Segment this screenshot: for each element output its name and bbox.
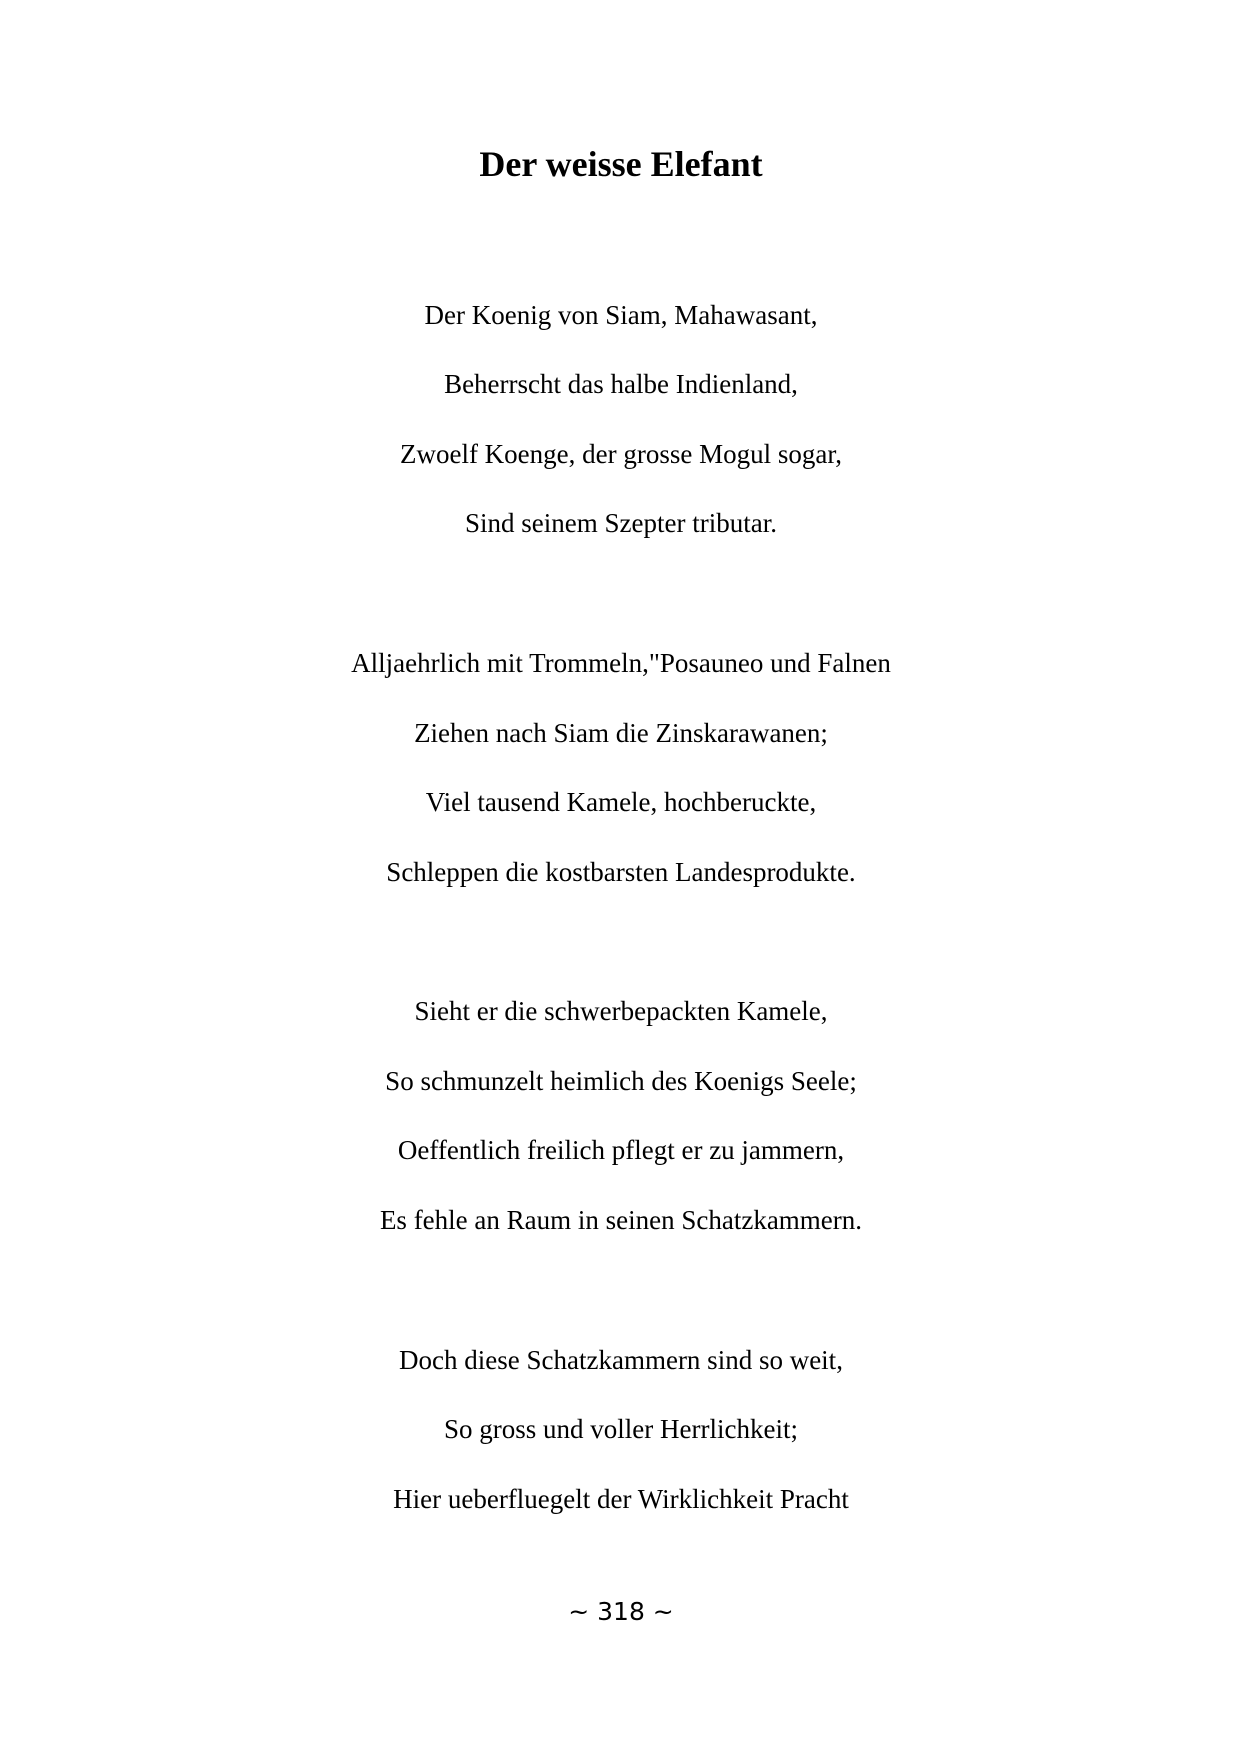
poem-line: Sieht er die schwerbepackten Kamele, — [414, 996, 828, 1026]
page-number: ~ 318 ~ — [568, 1597, 674, 1626]
poem-line: Hier ueberfluegelt der Wirklichkeit Pracht — [393, 1484, 849, 1514]
poem-line: Sind seinem Szepter tributar. — [465, 508, 777, 538]
poem-line: Alljaehrlich mit Trommeln,"Posauneo und Falnen — [351, 648, 891, 678]
poem-line: Oeffentlich freilich pflegt er zu jammern, — [397, 1135, 845, 1165]
poem-line: Der Koenig von Siam, Mahawasant, — [424, 300, 818, 330]
poem-line: So schmunzelt heimlich des Koenigs Seele; — [385, 1066, 857, 1096]
poem-line: Schleppen die kostbarsten Landesprodukte. — [386, 857, 856, 887]
poem-title: Der weisse Elefant — [479, 144, 763, 184]
poem-line: Beherrscht das halbe Indienland, — [444, 369, 798, 399]
poem-line: Es fehle an Raum in seinen Schatzkammern. — [379, 1205, 863, 1235]
poem-line: Ziehen nach Siam die Zinskarawanen; — [414, 718, 828, 748]
poem-line: So gross und voller Herrlichkeit; — [444, 1414, 798, 1444]
poem-line: Doch diese Schatzkammern sind so weit, — [399, 1345, 843, 1375]
poem-line: Zwoelf Koenge, der grosse Mogul sogar, — [399, 439, 843, 469]
poem-line: Viel tausend Kamele, hochberuckte, — [425, 787, 817, 817]
